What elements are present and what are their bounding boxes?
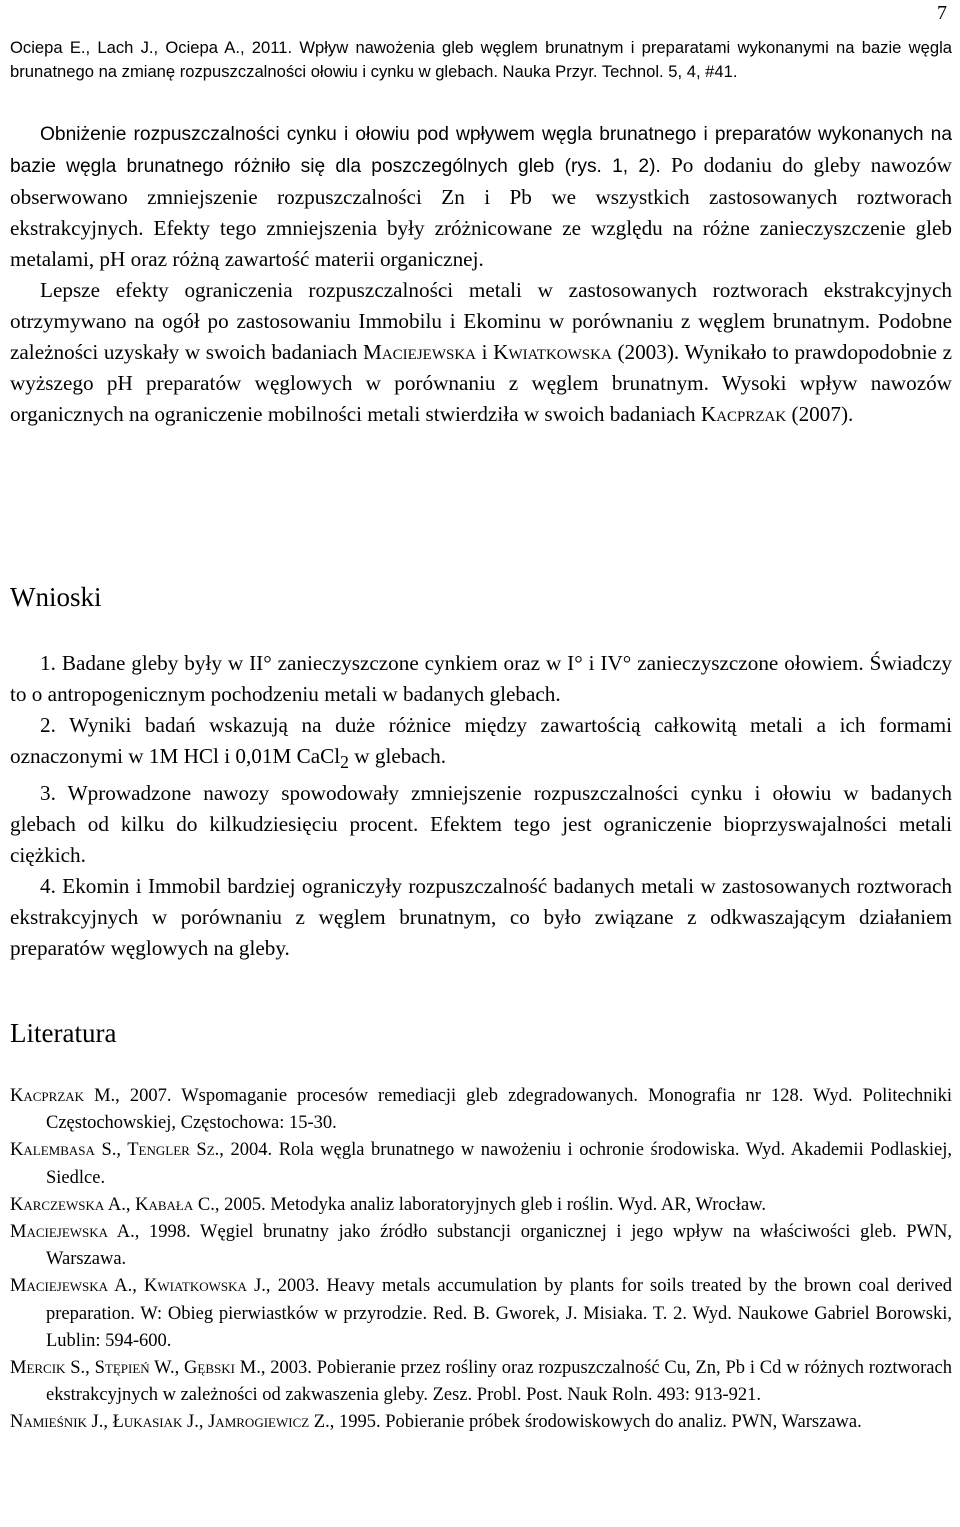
paragraph-2-text-d: (2007). [786, 402, 854, 426]
reference-authors: Maciejewska A., Kwiatkowska J. [10, 1276, 266, 1297]
conclusion-2-text-b: w glebach. [348, 744, 447, 768]
reference-item [10, 1137, 952, 1191]
reference-details: , 1998. Węgiel brunatny jako źródło substancji organicznej i jego wpływ na właściwości gleb. PWN, Warszawa. [46, 1222, 952, 1270]
reference-item [10, 1219, 952, 1273]
results-discussion [10, 118, 952, 430]
citation-header: Ociepa E., Lach J., Ociepa A., 2011. Wpływ nawożenia gleb węglem brunatnym i preparatami wykonanymi na bazie węgla brunatnego na zmianę rozpuszczalności ołowiu i cynku w glebach. Nauka Przyr. Technol. 5, 4, #41. [10, 38, 952, 81]
conclusions-heading: Wnioski [10, 582, 102, 612]
reference-authors: Kacprzak M. [10, 1086, 116, 1106]
reference-authors: Karczewska A., Kabała C. [10, 1194, 215, 1215]
literature-heading: Literatura [10, 1018, 117, 1048]
reference-details: , 2004. Rola węgla brunatnego w nawożeniu i ochronie środowiska. Wyd. Akademii Podlaskiej, Siedlce. [46, 1140, 952, 1188]
paragraph-1-serif-part: Po dodaniu do gleby nawozów obserwowano zmniejszenie rozpuszczalności Zn i Pb we wszystkich zastosowanych roztworach ekstrakcyjnych. Efekty tego zmniejszenia były zróżnicowane ze względu na różne zanieczyszczenie gleb metalami, pH oraz różną zawartość materii organicznej. [10, 153, 952, 271]
conclusion-item: 3. Wprowadzone nawozy spowodowały zmniejszenie rozpuszczalności cynku i ołowiu w badanych glebach od kilku do kilkudziesięciu procent. Efektem tego jest ograniczenie bioprzyswajalności metali ciężkich. [10, 781, 952, 868]
reference-details: , 2003. Pobieranie przez rośliny oraz rozpuszczalność Cu, Zn, Pb i Cd w różnych roztworach ekstrakcyjnych w zależności od zakwaszenia gleby. Zesz. Probl. Post. Nauk Roln. 493: 913-921. [46, 1358, 952, 1406]
reference-details: , 1995. Pobieranie próbek środowiskowych do analiz. PWN, Warszawa. [329, 1412, 862, 1433]
reference-item [10, 1083, 952, 1137]
paragraph-2-text-b: i [475, 340, 494, 364]
conclusion-item [10, 710, 952, 778]
author-citation: Maciejewska [362, 340, 476, 364]
subscript: 2 [340, 752, 349, 773]
reference-item [10, 1192, 952, 1219]
references-list [10, 1083, 952, 1437]
conclusions-list [10, 648, 952, 964]
conclusion-item: 4. Ekomin i Immobil bardziej ograniczyły rozpuszczalność badanych metali w zastosowanych roztworach ekstrakcyjnych w porównaniu z węglem brunatnym, co było związane z odkwaszającym działaniem preparatów węglowych na gleby. [10, 874, 952, 961]
reference-details: , 2003. Heavy metals accumulation by plants for soils treated by the brown coal derived preparation. W: Obieg pierwiastków w przyrodzie. Red. B. Gworek, J. Misiaka. T. 2. Wyd. Naukowe Gabriel Borowski, Lublin: 594-600. [46, 1276, 953, 1351]
reference-details: , 2005. Metodyka analiz laboratoryjnych gleb i roślin. Wyd. AR, Wrocław. [214, 1194, 766, 1215]
reference-authors: Kalembasa S., Tengler Sz. [10, 1140, 220, 1161]
reference-item [10, 1409, 952, 1436]
reference-item [10, 1355, 952, 1409]
page-number: 7 [937, 2, 947, 24]
reference-authors: Maciejewska A. [10, 1222, 135, 1243]
paragraph-2-text-c: (2003). Wynikało to prawdopodobnie z wyższego pH preparatów węglowych w porównaniu z węglem brunatnym. Wysoki wpływ nawozów organicznych na ograniczenie mobilności metali stwierdziła w swoich badaniach [10, 340, 952, 426]
reference-item [10, 1273, 952, 1355]
reference-authors: Namieśnik J., Łukasiak J., Jamrogiewicz Z. [10, 1412, 330, 1433]
conclusion-item: 1. Badane gleby były w II° zanieczyszczone cynkiem oraz w I° i IV° zanieczyszczone ołowiem. Świadczy to o antropogenicznym pochodzeniu metali w badanych glebach. [10, 651, 952, 706]
paragraph-2 [10, 275, 952, 430]
paragraph-1-sans-part: Obniżenie rozpuszczalności cynku i ołowiu pod wpływem węgla brunatnego i preparatów wykonanych na bazie węgla brunatnego różniło się dla poszczególnych gleb (rys. 1, 2). [10, 124, 952, 177]
paragraph-1 [10, 118, 952, 275]
reference-authors: Mercik S., Stępień W., Gębski M. [10, 1358, 261, 1379]
author-citation: Kacprzak [700, 402, 787, 426]
author-citation: Kwiatkowska [493, 340, 612, 364]
conclusion-2-text-a: 2. Wyniki badań wskazują na duże różnice między zawartością całkowitą metali a ich formami oznaczonymi w 1M HCl i 0,01M CaCl [10, 713, 952, 768]
paragraph-2-text-a: Lepsze efekty ograniczenia rozpuszczalności metali w zastosowanych roztworach ekstrakcyjnych otrzymywano na ogół po zastosowaniu Immobilu i Ekominu w porównaniu z węglem brunatnym. Podobne zależności uzyskały w swoich badaniach [10, 278, 952, 364]
reference-details: , 2007. Wspomaganie procesów remediacji gleb zdegradowanych. Monografia nr 128. Wyd. Politechniki Częstochowskiej, Częstochowa: 15-30. [46, 1086, 952, 1134]
